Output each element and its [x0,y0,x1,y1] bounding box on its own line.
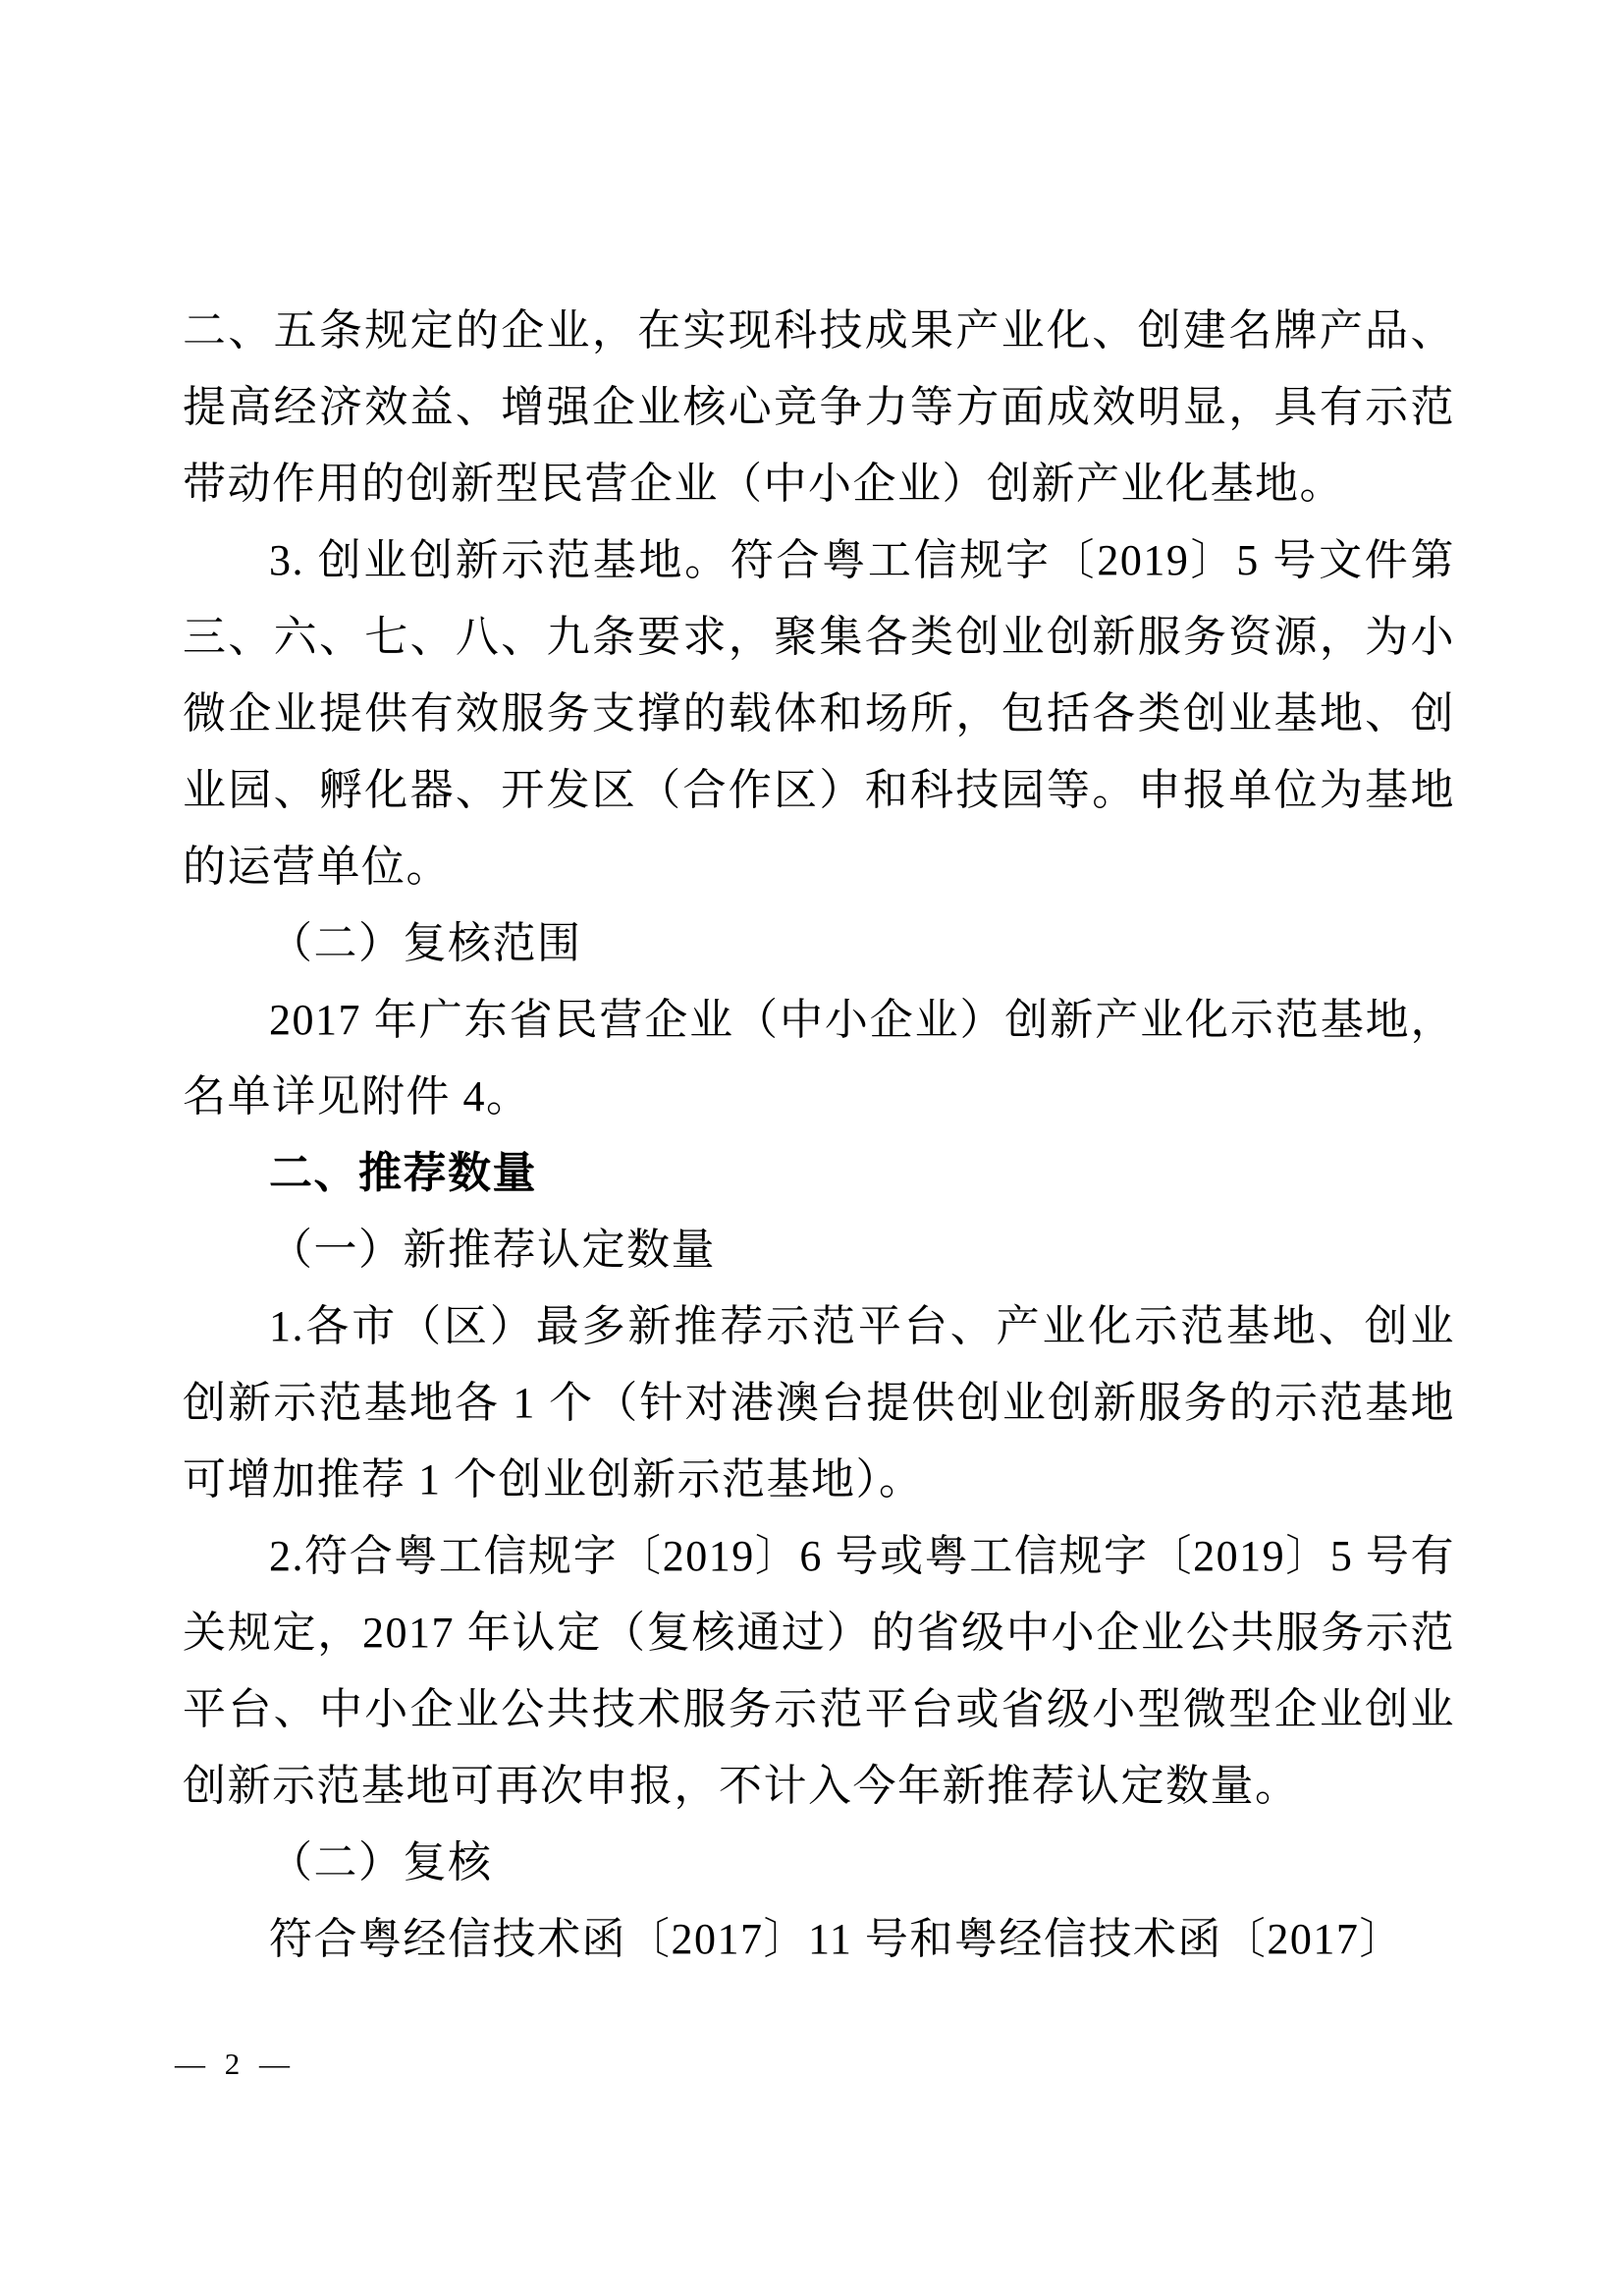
paragraph: 2.符合粤工信规字〔2019〕6 号或粤工信规字〔2019〕5 号有关规定，2017 年认定（复核通过）的省级中小企业公共服务示范平台、中小企业公共技术服务示范平台或省级小型微型企业创业创新示范基地可再次申报，不计入今年新推荐认定数量。 [183,1532,1455,1810]
page-number: — 2 — [175,2047,296,2081]
paragraph: 3. 创业创新示范基地。符合粤工信规字〔2019〕5 号文件第三、六、七、八、九条要求，聚集各类创业创新服务资源，为小微企业提供有效服务支撑的载体和场所，包括各类创业基地、创业园、孵化器、开发区（合作区）和科技园等。申报单位为基地的运营单位。 [183,536,1455,891]
paragraph: （二）复核范围 [269,919,582,967]
paragraph: （一）新推荐认定数量 [269,1226,716,1274]
paragraph: （二）复核 [269,1838,493,1886]
paragraph: 1.各市（区）最多新推荐示范平台、产业化示范基地、创业创新示范基地各 1 个（针对港澳台提供创业创新服务的示范基地可增加推荐 1 个创业创新示范基地）。 [183,1302,1455,1503]
section-heading: 二、推荐数量 [269,1149,537,1197]
paragraph: 符合粤经信技术函〔2017〕11 号和粤经信技术函〔2017〕 [269,1915,1404,1963]
document-body [183,293,1455,1978]
paragraph: 二、五条规定的企业，在实现科技成果产业化、创建名牌产品、提高经济效益、增强企业核心竞争力等方面成效明显，具有示范带动作用的创新型民营企业（中小企业）创新产业化基地。 [183,306,1455,508]
paragraph: 2017 年广东省民营企业（中小企业）创新产业化示范基地，名单详见附件 4。 [183,996,1455,1121]
